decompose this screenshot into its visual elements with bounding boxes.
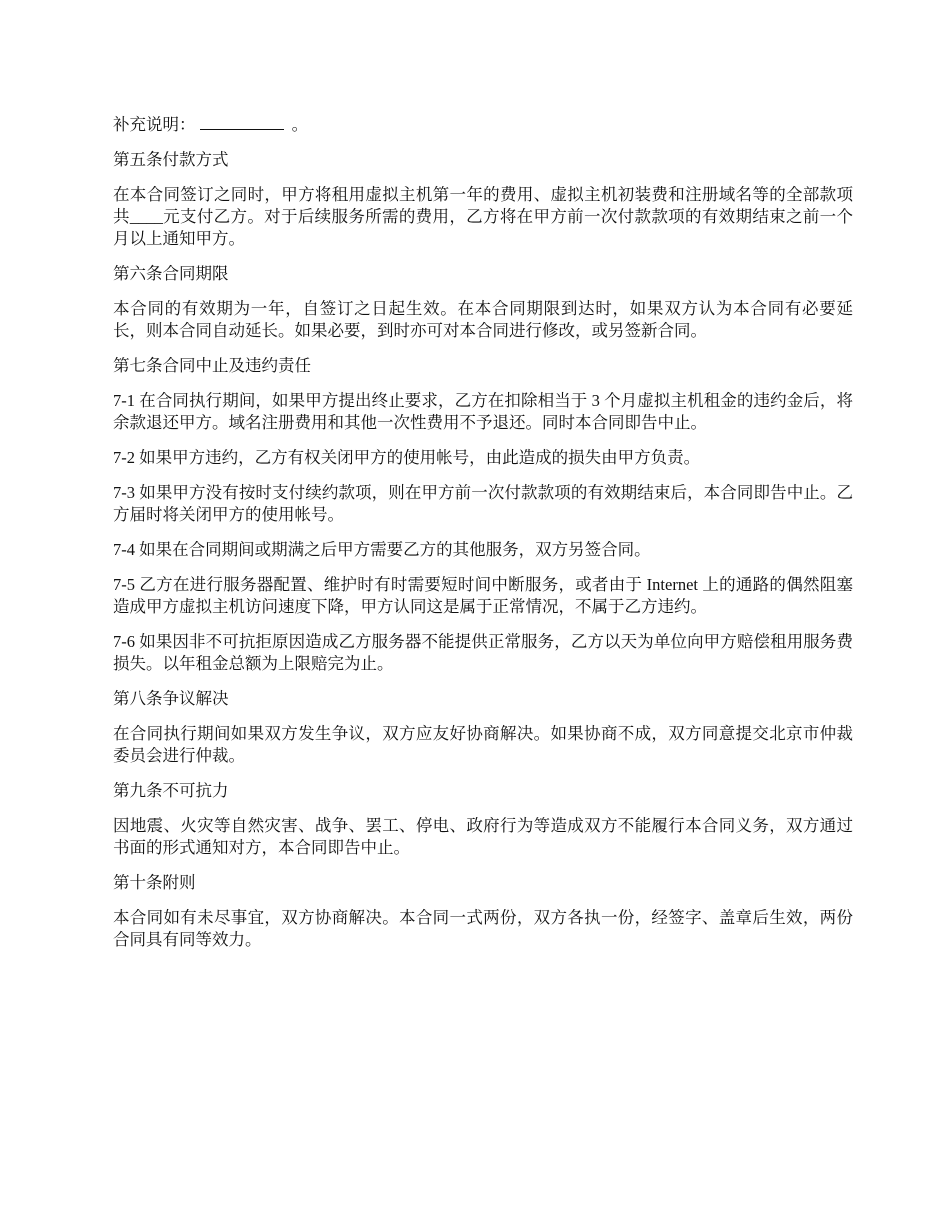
supplement-line bbox=[113, 113, 853, 136]
clause-7-6: 7-6 如果因非不可抗拒原因造成乙方服务器不能提供正常服务，乙方以天为单位向甲方赔偿租用服务费损失。以年租金总额为上限赔完为止。 bbox=[113, 632, 853, 673]
clause-7-3: 7-3 如果甲方没有按时支付续约款项，则在甲方前一次付款款项的有效期结束后，本合同即告中止。乙方届时将关闭甲方的使用帐号。 bbox=[113, 483, 853, 524]
article-9-body: 因地震、火灾等自然灾害、战争、罢工、停电、政府行为等造成双方不能履行本合同义务，双方通过书面的形式通知对方，本合同即告中止。 bbox=[113, 816, 853, 857]
article-5-heading: 第五条付款方式 bbox=[113, 150, 229, 169]
article-5-body: 在本合同签订之同时，甲方将租用虚拟主机第一年的费用、虚拟主机初装费和注册域名等的全部款项共____元支付乙方。对于后续服务所需的费用，乙方将在甲方前一次付款款项的有效期结束之前一个月以上通知甲方。 bbox=[113, 185, 853, 248]
article-9-heading: 第九条不可抗力 bbox=[113, 781, 229, 800]
article-8-heading: 第八条争议解决 bbox=[113, 689, 229, 708]
article-8-body: 在合同执行期间如果双方发生争议，双方应友好协商解决。如果协商不成，双方同意提交北京市仲裁委员会进行仲裁。 bbox=[113, 724, 853, 765]
article-6-heading: 第六条合同期限 bbox=[113, 264, 229, 283]
clause-7-1: 7-1 在合同执行期间，如果甲方提出终止要求，乙方在扣除相当于 3 个月虚拟主机租金的违约金后，将余款退还甲方。域名注册费用和其他一次性费用不予退还。同时本合同即告中止。 bbox=[113, 391, 853, 432]
clause-7-5: 7-5 乙方在进行服务器配置、维护时有时需要短时间中断服务，或者由于 Internet 上的通路的偶然阻塞造成甲方虚拟主机访问速度下降，甲方认同这是属于正常情况，不属于乙方违约。 bbox=[113, 575, 853, 616]
supplement-blank bbox=[200, 113, 284, 130]
article-10-heading: 第十条附则 bbox=[113, 873, 196, 892]
clause-7-4: 7-4 如果在合同期间或期满之后甲方需要乙方的其他服务，双方另签合同。 bbox=[113, 540, 651, 559]
contract-page bbox=[113, 113, 853, 964]
article-7-heading: 第七条合同中止及违约责任 bbox=[113, 356, 311, 375]
clause-7-2: 7-2 如果甲方违约，乙方有权关闭甲方的使用帐号，由此造成的损失由甲方负责。 bbox=[113, 448, 701, 467]
article-6-body: 本合同的有效期为一年，自签订之日起生效。在本合同期限到达时，如果双方认为本合同有必要延长，则本合同自动延长。如果必要，到时亦可对本合同进行修改，或另签新合同。 bbox=[113, 299, 853, 340]
supplement-suffix: 。 bbox=[287, 115, 309, 134]
supplement-label: 补充说明： bbox=[113, 115, 196, 134]
article-10-body: 本合同如有未尽事宜，双方协商解决。本合同一式两份，双方各执一份，经签字、盖章后生效，两份合同具有同等效力。 bbox=[113, 908, 853, 949]
